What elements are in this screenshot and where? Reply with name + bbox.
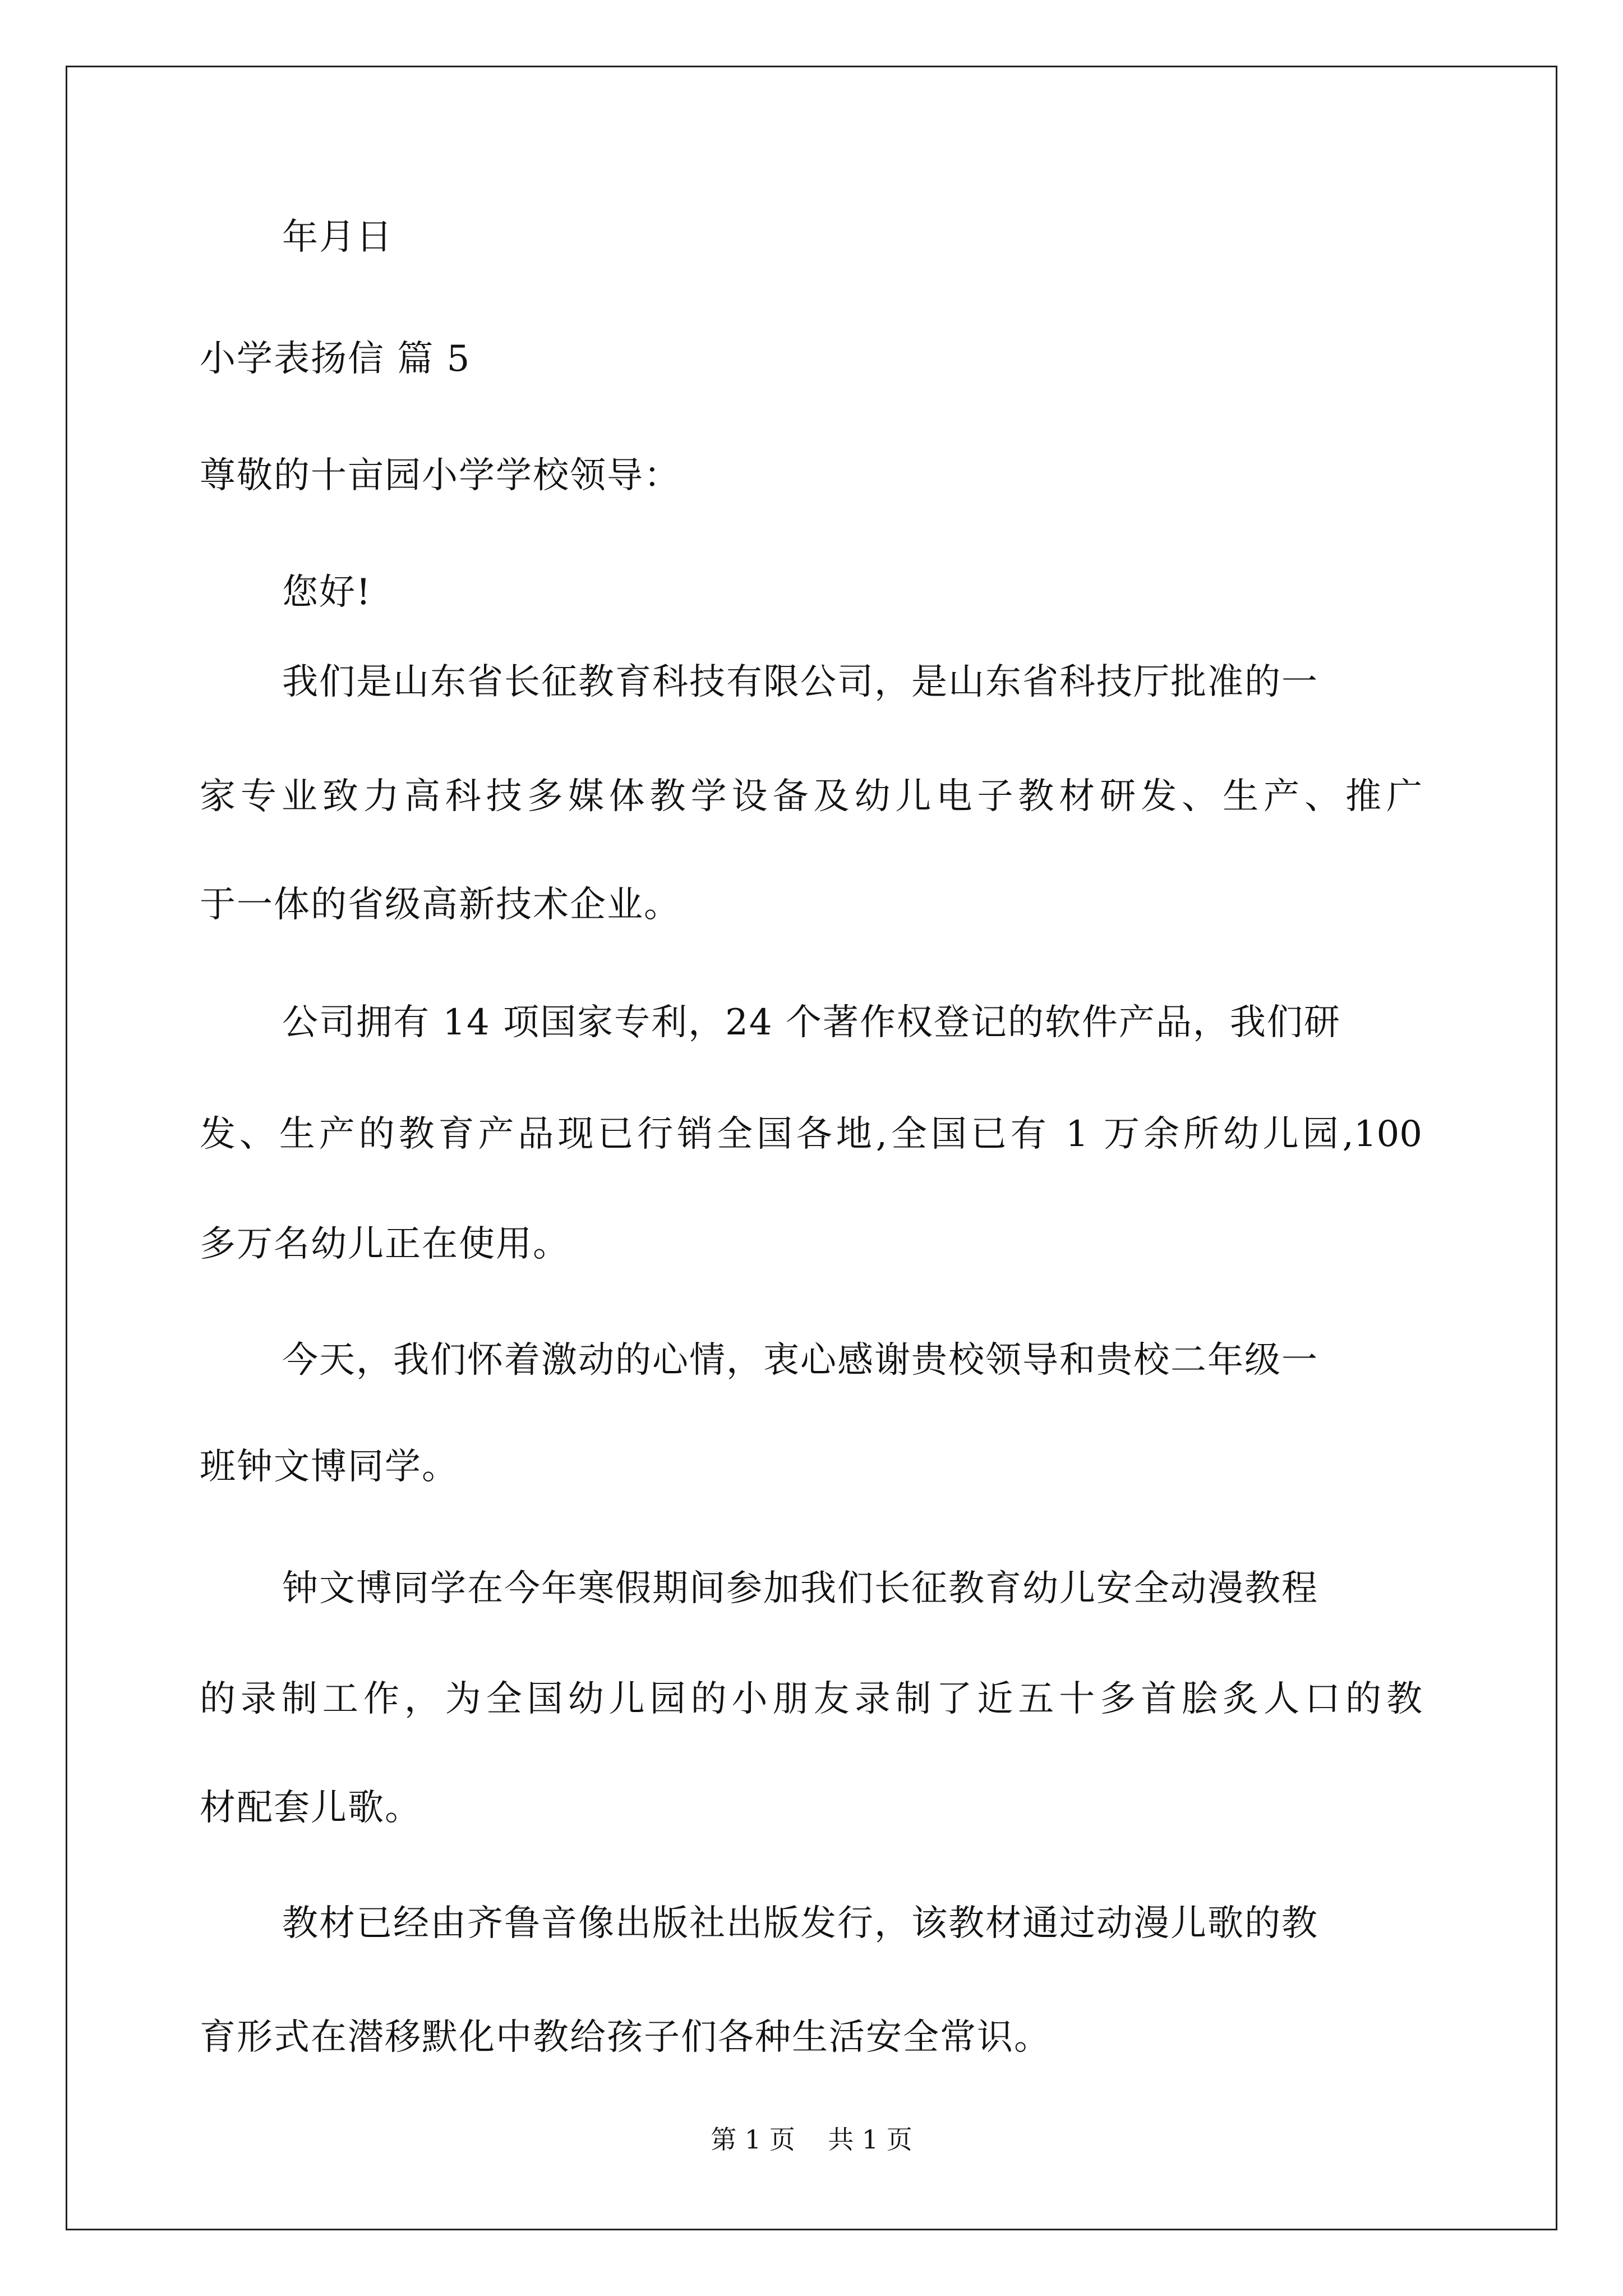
paragraph-1-line-1: 我们是山东省长征教育科技有限公司，是山东省科技厅批准的一 xyxy=(282,661,1318,703)
paragraph-5-line-1: 教材已经由齐鲁音像出版社出版发行，该教材通过动漫儿歌的教 xyxy=(282,1903,1318,1944)
paragraph-4-line-2: 的录制工作，为全国幼儿园的小朋友录制了近五十多首脍炙人口的教 xyxy=(200,1678,1422,1720)
greeting: 您好! xyxy=(282,572,372,613)
letter-heading: 小学表扬信 篇 5 xyxy=(200,338,471,380)
paragraph-3-line-1: 今天，我们怀着激动的心情，衷心感谢贵校领导和贵校二年级一 xyxy=(282,1340,1318,1381)
paragraph-5-line-2: 育形式在潜移默化中教给孩子们各种生活安全常识。 xyxy=(200,2017,1051,2058)
paragraph-1-line-2: 家专业致力高科技多媒体教学设备及幼儿电子教材研发、生产、推广 xyxy=(200,776,1422,817)
paragraph-2-line-1: 公司拥有 14 项国家专利，24 个著作权登记的软件产品，我们研 xyxy=(282,1002,1341,1043)
page-footer: 第 1 页 共 1 页 xyxy=(711,2124,912,2155)
salutation: 尊敬的十亩园小学学校领导： xyxy=(200,455,681,496)
paragraph-3-line-2: 班钟文博同学。 xyxy=(200,1446,459,1488)
paragraph-4-line-3: 材配套儿歌。 xyxy=(200,1787,422,1829)
paragraph-2-line-2: 发、生产的教育产品现已行销全国各地,全国已有 1 万余所幼儿园,100 xyxy=(200,1114,1422,1155)
date-line: 年月日 xyxy=(282,217,393,258)
paragraph-1-line-3: 于一体的省级高新技术企业。 xyxy=(200,884,681,926)
paragraph-2-line-3: 多万名幼儿正在使用。 xyxy=(200,1223,570,1265)
paragraph-4-line-1: 钟文博同学在今年寒假期间参加我们长征教育幼儿安全动漫教程 xyxy=(282,1568,1318,1609)
